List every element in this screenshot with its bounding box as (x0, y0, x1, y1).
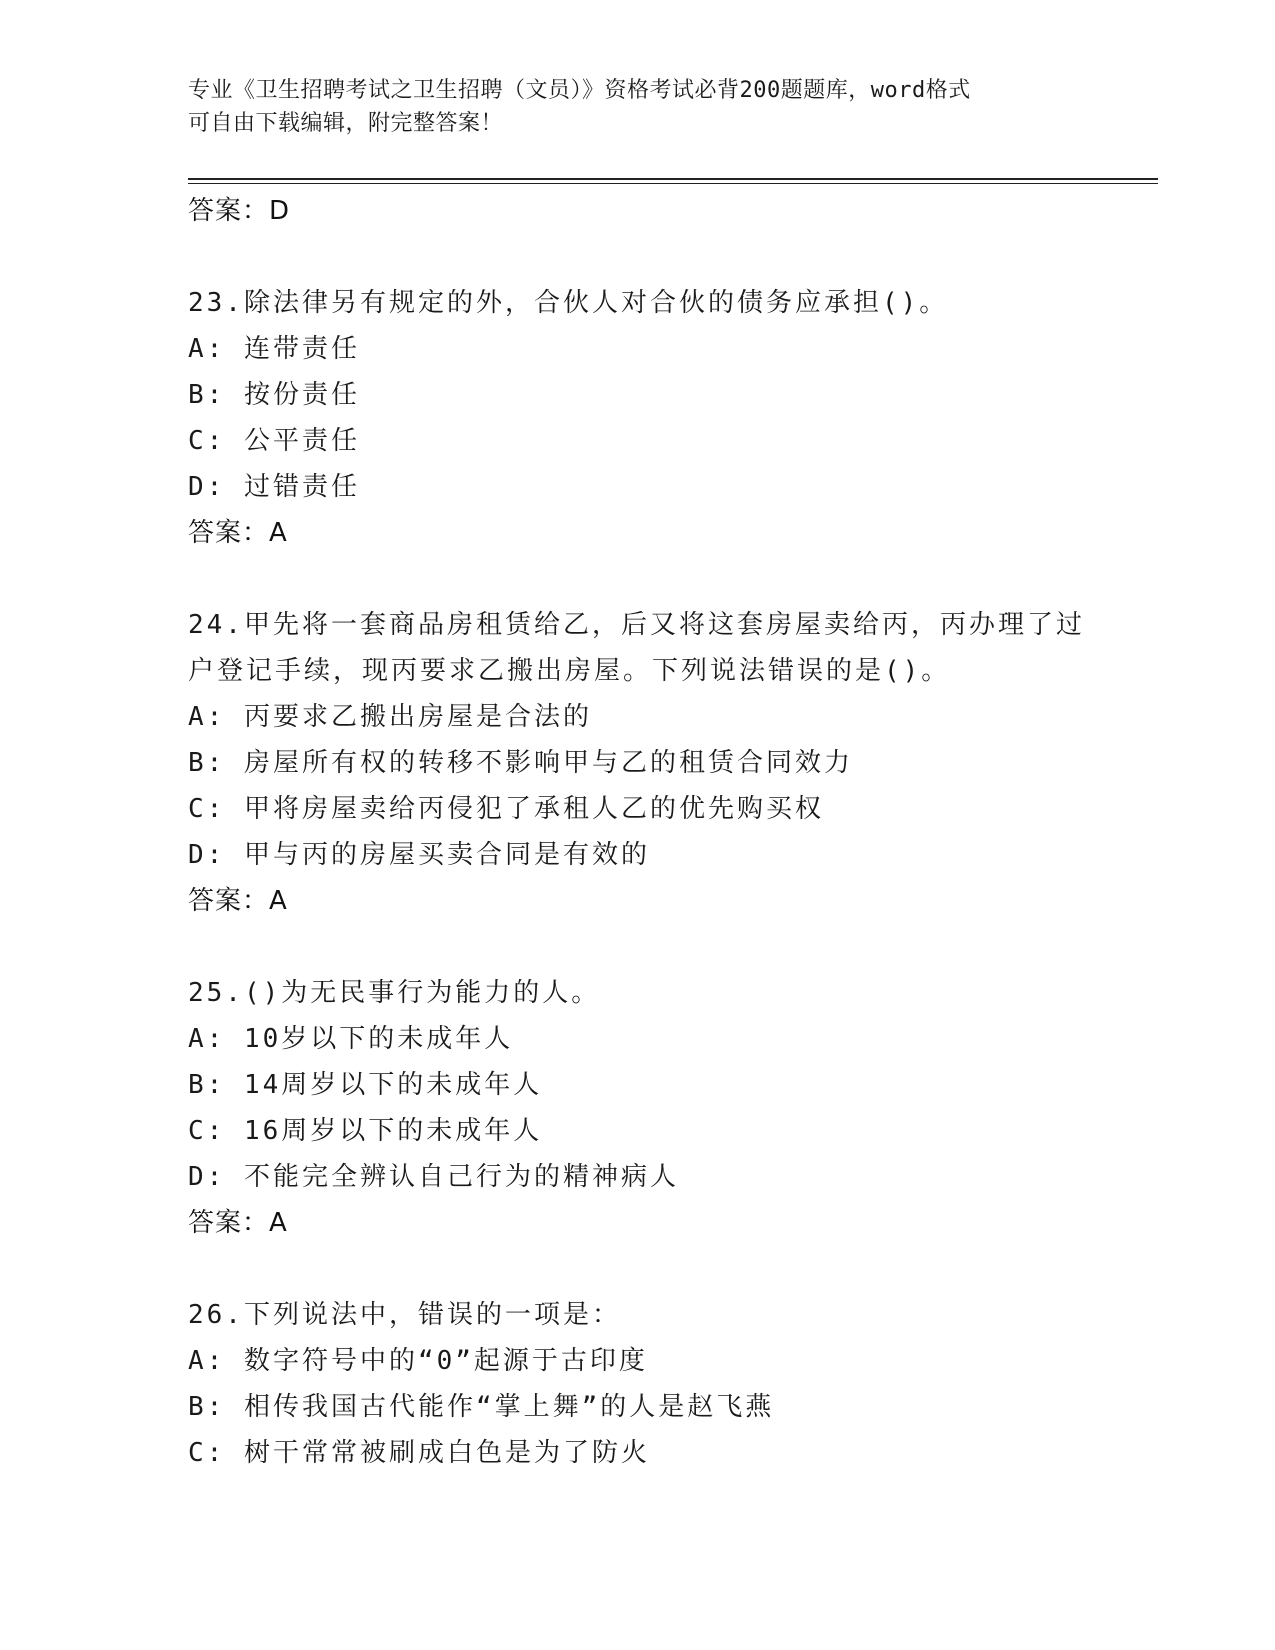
option-c: C: 16周岁以下的未成年人 (188, 1116, 543, 1146)
option-d: D: 不能完全辨认自己行为的精神病人 (188, 1162, 679, 1192)
spacer (188, 924, 1148, 970)
option-c: C: 甲将房屋卖给丙侵犯了承租人乙的优先购买权 (188, 794, 824, 824)
question-stem-line-2: 户登记手续，现丙要求乙搬出房屋。下列说法错误的是()。 (188, 656, 951, 686)
question-24 (188, 602, 1148, 924)
option-d: D: 甲与丙的房屋买卖合同是有效的 (188, 840, 650, 870)
option-b: B: 相传我国古代能作“掌上舞”的人是赵飞燕 (188, 1392, 775, 1422)
question-stem: 23.除法律另有规定的外，合伙人对合伙的债务应承担()。 (188, 288, 949, 318)
option-a: A: 连带责任 (188, 334, 360, 364)
option-b: B: 按份责任 (188, 380, 360, 410)
option-c: C: 树干常常被刷成白色是为了防火 (188, 1438, 650, 1468)
header-line-2: 可自由下载编辑，附完整答案！ (188, 111, 504, 136)
answer-line: 答案：A (188, 1208, 288, 1238)
option-b: B: 14周岁以下的未成年人 (188, 1070, 543, 1100)
spacer (188, 1246, 1148, 1292)
question-23 (188, 280, 1148, 556)
option-a: A: 丙要求乙搬出房屋是合法的 (188, 702, 592, 732)
header-line-1: 专业《卫生招聘考试之卫生招聘（文员）》资格考试必背200题题库，word格式 (188, 78, 971, 103)
answer-line: 答案：D (188, 196, 291, 226)
question-list (188, 188, 1148, 1476)
answer-line: 答案：A (188, 886, 288, 916)
option-c: C: 公平责任 (188, 426, 360, 456)
spacer (188, 556, 1148, 602)
option-a: A: 10岁以下的未成年人 (188, 1024, 514, 1054)
option-d: D: 过错责任 (188, 472, 360, 502)
question-stem-line-1: 24.甲先将一套商品房租赁给乙，后又将这套房屋卖给丙，丙办理了过 (188, 610, 1085, 640)
question-stem: 26.下列说法中，错误的一项是： (188, 1300, 621, 1330)
header-divider (188, 178, 1158, 180)
spacer (188, 234, 1148, 280)
answer-line: 答案：A (188, 518, 288, 548)
header-divider-thin (188, 183, 1158, 184)
option-b: B: 房屋所有权的转移不影响甲与乙的租赁合同效力 (188, 748, 853, 778)
question-26 (188, 1292, 1148, 1476)
document-header (188, 74, 1088, 140)
option-a: A: 数字符号中的“0”起源于古印度 (188, 1346, 648, 1376)
question-stem: 25.()为无民事行为能力的人。 (188, 978, 601, 1008)
question-25 (188, 970, 1148, 1246)
